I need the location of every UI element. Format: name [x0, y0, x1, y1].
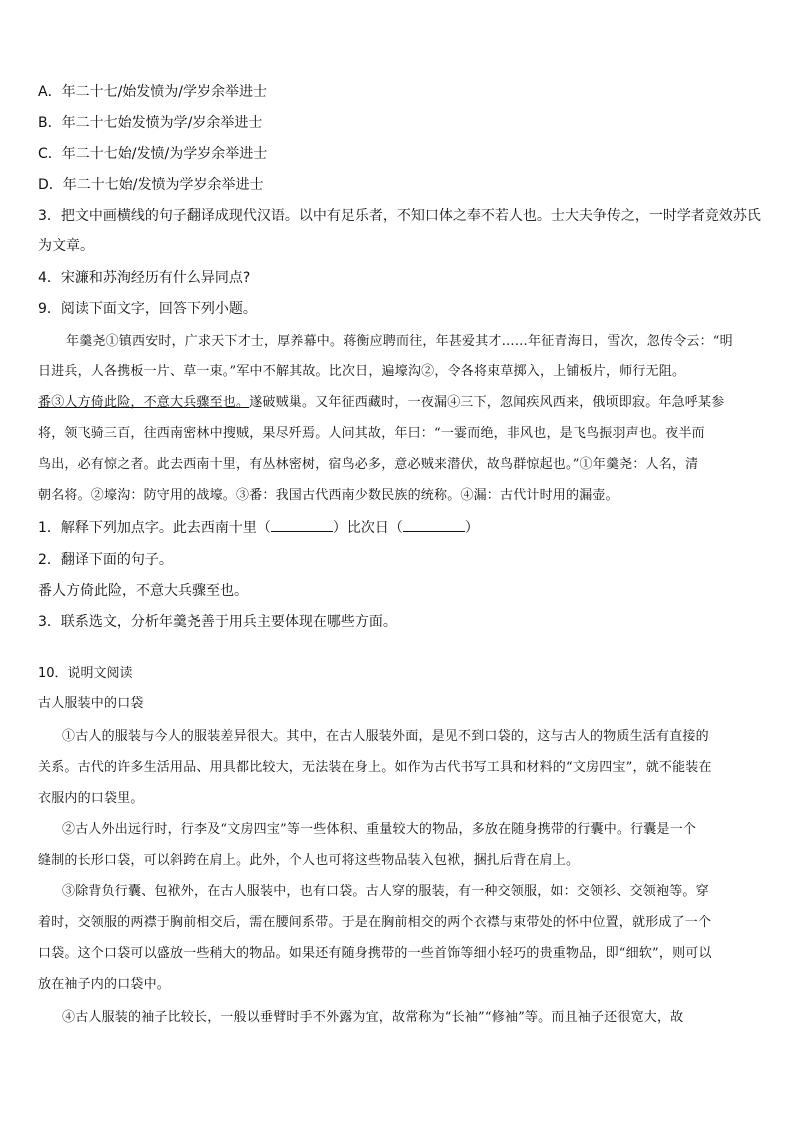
option-a: A．年二十七/始发愤为/学岁余举进士 [38, 84, 268, 100]
answer-blank-1[interactable] [271, 519, 333, 532]
subquestion-3: 3．联系选文，分析年羹尧善于用兵主要体现在哪些方面。 [38, 614, 397, 630]
subquestion-1-text-a: 1．解释下列加点字。此去西南十里（ [38, 520, 271, 536]
article-para-1-line-1: ①古人的服装与今人的服装差异很大。其中，在古人服装外面，是见不到口袋的，这与古人的物质生活有直接的 [62, 729, 709, 744]
passage-line-5: 鸟出，必有惊之者。此去西南十里，有丛林密树，宿鸟必多，意必贼来潜伏，故鸟群惊起也。”①年羹尧：人名，清 [38, 457, 699, 472]
passage-line-3 [38, 393, 758, 413]
article-para-3-line-4: 放在袖子内的口袋中。 [38, 977, 171, 992]
article-para-2-line-1: ②古人外出远行时，行李及“文房四宝”等一些体积、重量较大的物品，多放在随身携带的行囊中。行囊是一个 [62, 822, 697, 837]
subquestion-1 [38, 518, 758, 538]
article-title: 古人服装中的口袋 [38, 696, 144, 711]
article-para-4-line-1: ④古人服装的袖子比较长，一般以垂臂时手不外露为宜，故常称为“长袖”“修袖”等。而且袖子还很宽大，故 [62, 1010, 684, 1025]
article-para-2-line-2: 缝制的长形口袋，可以斜跨在肩上。此外，个人也可将这些物品装入包袱，捆扎后背在肩上。 [38, 853, 580, 868]
passage-line-6: 朝名将。②壕沟：防守用的战壕。③番：我国古代西南少数民族的统称。④漏：古代计时用的漏壶。 [38, 488, 619, 503]
option-d: D．年二十七始/发愤为学岁余举进士 [38, 177, 264, 193]
question-3-line2: 为文章。 [38, 238, 94, 254]
subquestion-2-sentence: 番人方倚此险，不意大兵骤至也。 [38, 583, 248, 599]
question-9-heading: 9．阅读下面文字，回答下列小题。 [38, 301, 257, 317]
option-c: C．年二十七始/发愤/为学岁余举进士 [38, 146, 268, 162]
passage-line-3-rest: 遂破贼巢。又年征西藏时，一夜漏④三下，忽闻疾风西来，俄顷即寂。年急呼某参 [249, 395, 725, 410]
answer-blank-2[interactable] [403, 519, 465, 532]
article-para-3-line-2: 着时，交领服的两襟于胸前相交后，需在腰间系带。于是在胸前相交的两个衣襟与束带处的怀中位置，就形成了一个 [38, 915, 712, 930]
passage-line-2: 日进兵，人各携板一片、草一束。”军中不解其故。比次日，遍壕沟②，令各将束草掷入，上铺板片，师行无阻。 [38, 364, 686, 379]
question-3-line1: 3．把文中画横线的句子翻译成现代汉语。以中有足乐者，不知口体之奉不若人也。士大夫争传之，一时学者竞效苏氏 [38, 208, 761, 224]
subquestion-2-heading: 2．翻译下面的句子。 [38, 552, 173, 568]
underlined-sentence: 番③人方倚此险，不意大兵骤至也。 [38, 395, 250, 410]
subquestion-1-text-c: ） [464, 520, 479, 536]
passage-line-1: 年羹尧①镇西安时，广求天下才士，厚养幕中。蒋衡应聘而往，年甚爱其才……年征青海日，雪次，忽传令云：“明 [66, 334, 733, 349]
subquestion-1-text-b: ）比次日（ [332, 520, 403, 536]
article-para-1-line-3: 衣服内的口袋里。 [38, 791, 144, 806]
passage-line-4: 将，领飞骑三百，往西南密林中搜贼，果尽歼焉。人问其故，年曰：“一霎而绝，非风也，是飞鸟振羽声也。夜半而 [38, 426, 705, 441]
article-para-3-line-1: ③除背负行囊、包袱外，在古人服装中，也有口袋。古人穿的服装，有一种交领服，如：交领衫、交领袍等。穿 [62, 884, 709, 899]
article-para-3-line-3: 口袋。这个口袋可以盛放一些稍大的物品。如果还有随身携带的一些首饰等细小轻巧的贵重物品，即“细软”，则可以 [38, 946, 712, 961]
question-4: 4．宋濂和苏洵经历有什么异同点? [38, 270, 251, 286]
option-b: B．年二十七始发愤为学/岁余举进士 [38, 115, 263, 131]
question-10-heading: 10．说明文阅读 [38, 666, 133, 681]
article-para-1-line-2: 关系。古代的许多生活用品、用具都比较大，无法装在身上。如作为古代书写工具和材料的“文房四宝”，就不能装在 [38, 760, 712, 775]
